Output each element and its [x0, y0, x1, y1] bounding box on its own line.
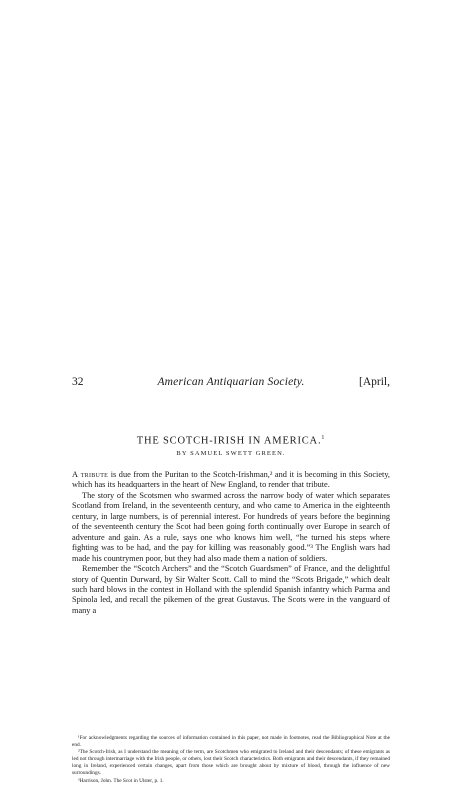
footnote-1: ¹For acknowledgments regarding the sources of information contained in this paper, not made in footnotes, read the Bibliographical Note at the end.	[72, 735, 390, 749]
footnote-2: ²The Scotch-Irish, as I understand the meaning of the term, are Scotchmen who emigrated to Ireland and their descendants; of these emigrants as led not through intermarriage with the Irish people, or others, lost their Scotch characteristics. Both emigrants and their descendants, if they remained long in Ireland, experienced certain changes, apart from those which are brought about by mixture of blood, through the influence of new surroundings.	[72, 749, 390, 777]
article-title-text: THE SCOTCH-IRISH IN AMERICA.	[136, 435, 322, 447]
running-title: American Antiquarian Society.	[157, 376, 305, 388]
issue-month: [April,	[359, 376, 390, 388]
page-number: 32	[72, 376, 84, 388]
running-head	[72, 374, 390, 390]
footnote-3: ³Harrison, John. The Scot in Ulster, p. 1.	[78, 777, 164, 784]
author-byline: BY SAMUEL SWETT GREEN.	[176, 450, 286, 457]
article-body	[72, 470, 390, 616]
paragraph-1	[72, 470, 390, 491]
paragraph-3	[72, 564, 390, 616]
paragraph-text: The story of the Scotsmen who swarmed across the narrow body of water which separates Scotland from Ireland, in the seventeenth century, and who came to America in the eighteenth century, in large numbers, is of perennial interest. For hundreds of years before the beginning of the seventeenth century the Scot had been going forth continually over Europe in search of adventure and gain. As a rule, says one who knows him well, “he turned his steps where fighting was to be had, and the pay for killing was reasonably good.”³ The English wars had made his countrymen poor, but they had also made them a nation of soldiers.	[72, 490, 390, 563]
article-title	[72, 432, 390, 448]
paragraph-text: is due from the Puritan to the Scotch-Irishman,² and it is becoming in this Society, which has its headquarters in the heart of New England, to render that tribute.	[72, 470, 391, 490]
paragraph-2	[72, 491, 390, 564]
title-footnote-ref: 1	[321, 435, 326, 441]
footnotes	[72, 735, 390, 785]
lead-in: A tribute	[72, 470, 109, 479]
paragraph-text: Remember the “Scotch Archers” and the “Scotch Guardsmen” of France, and the delightful story of Quentin Durward, by Sir Walter Scott. Call to mind the “Scots Brigade,” which dealt such hard blows in the contest in Holland with the splendid Spanish infantry which Parma and Spinola led, and recall the pikemen of the great Gustavus. The Scots were in the vanguard of many a	[72, 564, 390, 615]
